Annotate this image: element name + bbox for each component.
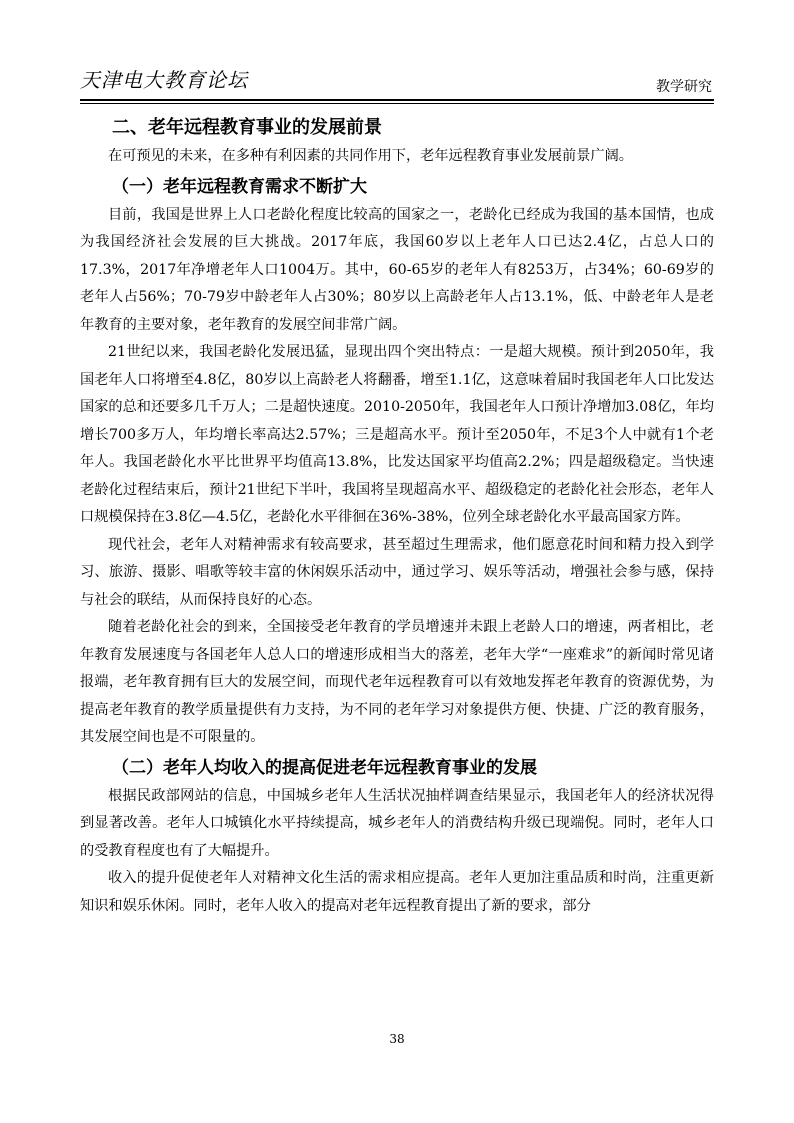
page-number: 38 bbox=[389, 1032, 405, 1046]
subsection-title-1: （一）老年远程教育需求不断扩大 bbox=[112, 176, 367, 197]
paragraph: 目前，我国是世界上人口老龄化程度比较高的国家之一，老龄化已经成为我国的基本国情，也成为我国经济社会发展的巨大挑战。2017年底，我国60岁以上老年人口已达2.4亿，占总人口的17.3%，2017年净增老年人口1004万。其中，60-65岁的老年人有8253万，占34%；60-69岁的老年人占56%；70-79岁中龄老年人占30%；80岁以上高龄老年人占13.1%，低、中龄老年人是老年教育的主要对象，老年教育的发展空间非常广阔。 bbox=[80, 206, 714, 333]
intro-paragraph: 在可预见的未来，在多种有利因素的共同作用下，老年远程教育事业发展前景广阔。 bbox=[108, 148, 633, 164]
subsection-title-2: （二）老年人均收入的提高促进老年远程教育事业的发展 bbox=[112, 757, 537, 778]
article-body bbox=[80, 113, 714, 920]
paragraph: 随着老龄化社会的到来，全国接受老年教育的学员增速并未跟上老龄人口的增速，两者相比，老年教育发展速度与各国老年人总人口的增速形成相当大的落差，老年大学“一座难求”的新闻时常见诸报端，老年教育拥有巨大的发展空间，而现代老年远程教育可以有效地发挥老年教育的资源优势，为提高老年教育的教学质量提供有力支持，为不同的老年学习对象提供方便、快捷、广泛的教育服务，其发展空间也是不可限量的。 bbox=[80, 619, 714, 745]
section-label: 教学研究 bbox=[656, 79, 712, 95]
paragraph: 根据民政部网站的信息，中国城乡老年人生活状况抽样调查结果显示，我国老年人的经济状况得到显著改善。老年人口城镇化水平持续提高，城乡老年人的消费结构升级已现端倪。同时，老年人口的受教育程度也有了大幅提升。 bbox=[80, 787, 714, 859]
paragraph: 现代社会，老年人对精神需求有较高要求，甚至超过生理需求，他们愿意花时间和精力投入到学习、旅游、摄影、唱歌等较丰富的休闲娱乐活动中，通过学习、娱乐等活动，增强社会参与感，保持与社会的联结，从而保持良好的心态。 bbox=[80, 536, 714, 608]
page-header bbox=[80, 62, 714, 98]
header-rule bbox=[80, 99, 714, 101]
paragraph: 收入的提升促使老年人对精神文化生活的需求相应提高。老年人更加注重品质和时尚，注重更新知识和娱乐休闲。同时，老年人收入的提高对老年远程教育提出了新的要求，部分 bbox=[80, 870, 714, 914]
section-title: 二、老年远程教育事业的发展前景 bbox=[112, 117, 382, 138]
header-rule-thin bbox=[80, 103, 714, 104]
journal-logo: 天津电大教育论坛 bbox=[80, 68, 248, 92]
paragraph: 21世纪以来，我国老龄化发展迅猛，显现出四个突出特点：一是超大规模。预计到2050年，我国老年人口将增至4.8亿，80岁以上高龄老人将翻番，增至1.1亿，这意味着届时我国老年人口比发达国家的总和还要多几千万人；二是超快速度。2010-2050年，我国老年人口预计净增加3.08亿，年均增长700多万人，年均增长率高达2.57%；三是超高水平。预计至2050年，不足3个人中就有1个老年人。我国老龄化水平比世界平均值高13.8%，比发达国家平均值高2.2%；四是超级稳定。当快速老龄化过程结束后，预计21世纪下半叶，我国将呈现超高水平、超级稳定的老龄化社会形态，老年人口规模保持在3.8亿—4.5亿，老龄化水平徘徊在36%-38%，位列全球老龄化水平最高国家方阵。 bbox=[80, 344, 714, 525]
